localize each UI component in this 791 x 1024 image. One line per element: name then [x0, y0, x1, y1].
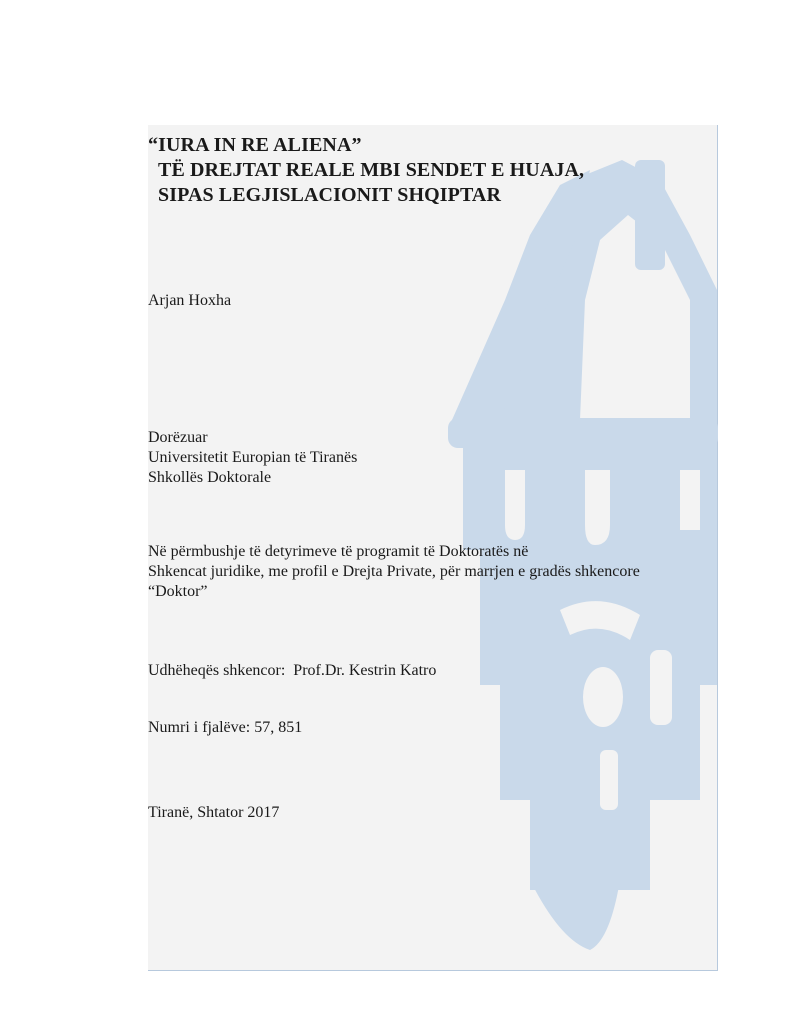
title-line-2: TË DREJTAT REALE MBI SENDET E HUAJA, [158, 159, 585, 181]
school-name: Shkollës Doktorale [148, 469, 272, 486]
thesis-title [148, 133, 584, 208]
university-name: Universitetit Europian të Tiranës [148, 449, 358, 466]
submitted-label: Dorëzuar [148, 429, 208, 446]
word-count-value: 57, 851 [254, 719, 303, 736]
supervisor-label: Udhëheqës shkencor: [148, 662, 286, 679]
title-line-3: SIPAS LEGJISLACIONIT SHQIPTAR [158, 184, 501, 206]
fulfilment-statement [148, 542, 640, 602]
fulfilment-line-3: “Doktor” [148, 583, 208, 600]
title-line-1: “IURA IN RE ALIENA” [148, 134, 362, 156]
supervisor-line [148, 661, 436, 681]
place-and-date: Tiranë, Shtator 2017 [148, 804, 280, 821]
fulfilment-line-1: Në përmbushje të detyrimeve të programit të Doktoratës në [148, 543, 529, 560]
supervisor-name: Prof.Dr. Kestrin Katro [293, 662, 437, 679]
submission-block [148, 428, 357, 488]
fulfilment-line-2: Shkencat juridike, me profil e Drejta Private, për marrjen e gradës shkencore [148, 563, 640, 580]
word-count-label: Numri i fjalëve: [148, 719, 251, 736]
word-count-line [148, 718, 302, 738]
author-name: Arjan Hoxha [148, 292, 232, 309]
